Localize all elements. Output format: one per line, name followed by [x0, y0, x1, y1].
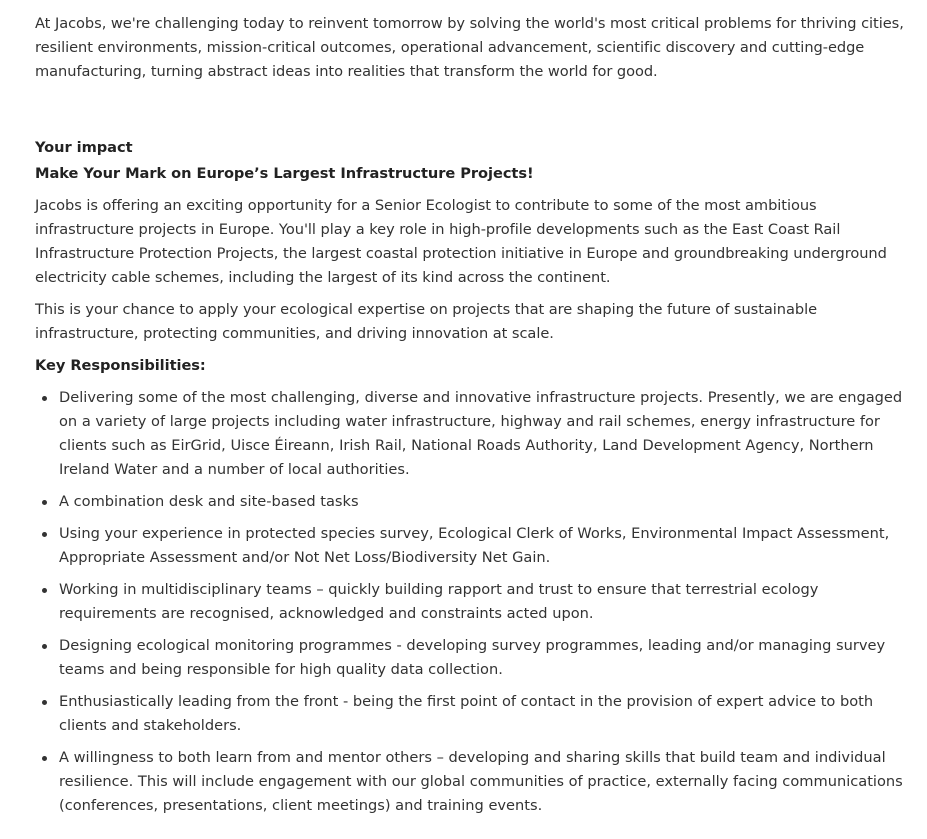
list-item — [35, 490, 915, 514]
impact-paragraph: Jacobs is offering an exciting opportunity for a Senior Ecologist to contribute to some of the most ambitious infrastructure projects in Europe. You'll play a key role in high-profile developments such as the East Coast Rail Infrastructure Protection Projects, the largest coastal protection initiative in Europe and groundbreaking underground electricity cable schemes, including the largest of its kind across the continent. — [35, 197, 887, 286]
list-item — [35, 690, 915, 738]
list-item — [35, 386, 915, 482]
responsibilities-list — [35, 386, 915, 818]
list-item-text: Designing ecological monitoring programmes - developing survey programmes, leading and/or managing survey teams and being responsible for high quality data collection. — [59, 637, 886, 678]
list-item — [35, 522, 915, 570]
list-item-text: Using your experience in protected species survey, Ecological Clerk of Works, Environmental Impact Assessment, Appropriate Assessment and/or Not Net Loss/Biodiversity Net Gain. — [59, 525, 890, 566]
bullet-icon — [42, 588, 47, 593]
responsibilities-heading: Key Responsibilities: — [35, 357, 206, 374]
impact-heading: Your impact — [35, 139, 133, 156]
list-item-text: A willingness to both learn from and mentor others – developing and sharing skills that build team and individual resilience. This will include engagement with our global communities of practice, externally facing communications (conferences, presentations, client meetings) and training events. — [59, 749, 903, 814]
bullet-icon — [42, 756, 47, 761]
impact-subheading: Make Your Mark on Europe’s Largest Infrastructure Projects! — [35, 165, 534, 182]
job-description — [35, 12, 915, 826]
list-item-text: Enthusiastically leading from the front - being the first point of contact in the provision of expert advice to both clients and stakeholders. — [59, 693, 874, 734]
bullet-icon — [42, 700, 47, 705]
bullet-icon — [42, 532, 47, 537]
list-item — [35, 634, 915, 682]
impact-paragraph: This is your chance to apply your ecological expertise on projects that are shaping the future of sustainable infrastructure, protecting communities, and driving innovation at scale. — [35, 301, 818, 342]
list-item — [35, 578, 915, 626]
intro-paragraph: At Jacobs, we're challenging today to reinvent tomorrow by solving the world's most critical problems for thriving cities, resilient environments, mission-critical outcomes, operational advancement, scientific discovery and cutting-edge manufacturing, turning abstract ideas into realities that transform the world for good. — [35, 15, 904, 80]
bullet-icon — [42, 644, 47, 649]
list-item-text: Working in multidisciplinary teams – quickly building rapport and trust to ensure that terrestrial ecology requirements are recognised, acknowledged and constraints acted upon. — [59, 581, 819, 622]
bullet-icon — [42, 396, 47, 401]
list-item — [35, 746, 915, 818]
list-item-text: Delivering some of the most challenging, diverse and innovative infrastructure projects. Presently, we are engaged on a variety of large projects including water infrastructure, highway and rail schemes, energy infrastructure for clients such as EirGrid, Uisce Éireann, Irish Rail, National Roads Authority, Land Development Agency, Northern Ireland Water and a number of local authorities. — [59, 389, 903, 478]
list-item-text: A combination desk and site-based tasks — [59, 493, 359, 510]
bullet-icon — [42, 500, 47, 505]
